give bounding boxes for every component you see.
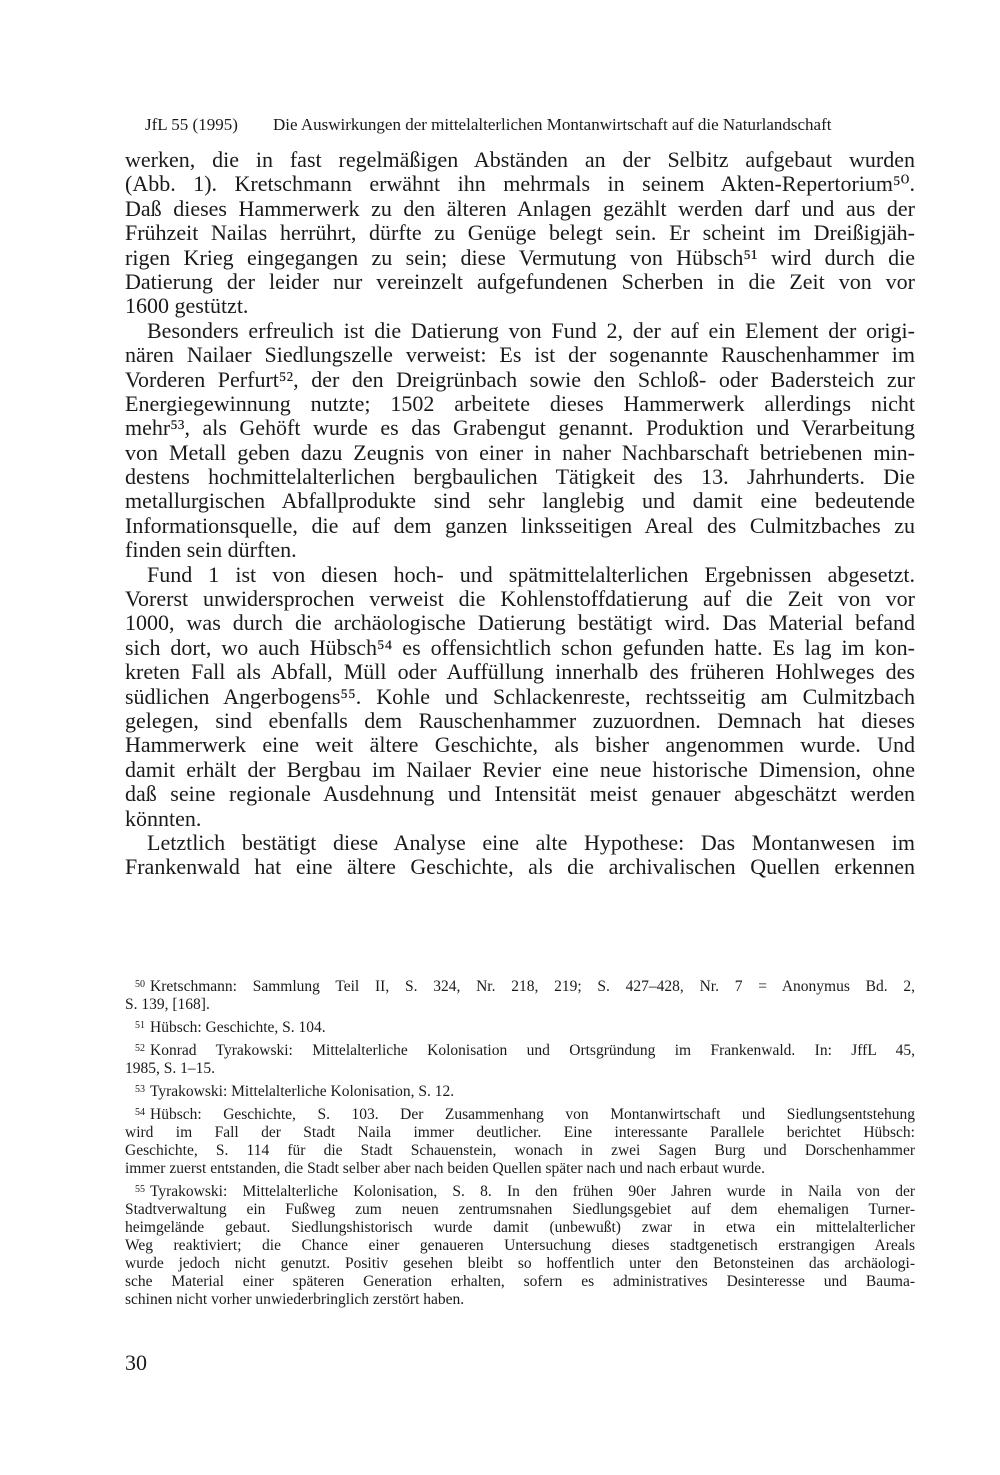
text-line: Fund 1 ist von diesen hoch- und spätmittelalterlichen Ergebnissen abgesetzt. <box>147 561 915 587</box>
text-line: 1600 gestützt. <box>125 293 249 319</box>
text-line: sich dort, wo auch Hübsch⁵⁴ es offensichtlich schon gefunden hatte. Es lag im kon- <box>125 634 915 660</box>
body-text <box>125 148 915 880</box>
footnote-number: 52 <box>135 1043 145 1054</box>
footnote <box>125 1017 915 1037</box>
footnote-text: Kretschmann: Sammlung Teil II, S. 324, Nr. 218, 219; S. 427–428, Nr. 7 = Anonymus Bd. 2, <box>150 978 915 995</box>
footnotes <box>125 976 915 1312</box>
footnote <box>125 976 915 1014</box>
text-line: Besonders erfreulich ist die Datierung von Fund 2, der auf ein Element der origi- <box>147 317 915 343</box>
footnote-text: Tyrakowski: Mittelalterliche Kolonisation, S. 8. In den frühen 90er Jahren wurde in Naila von der <box>150 1183 915 1200</box>
text-line: nären Nailaer Siedlungszelle verweist: Es ist der sogenannte Rauschenhammer im <box>125 342 915 368</box>
text-line: Hammerwerk eine weit ältere Geschichte, als bisher angenommen wurde. Und <box>125 732 915 758</box>
text-line: Daß dieses Hammerwerk zu den älteren Anlagen gezählt werden darf und aus der <box>125 195 915 221</box>
footnote-number: 55 <box>135 1184 145 1195</box>
text-line: damit erhält der Bergbau im Nailaer Revier eine neue historische Dimension, ohne <box>125 756 915 782</box>
footnote-number: 50 <box>135 979 145 990</box>
paragraph <box>125 148 915 319</box>
footnote-number: 53 <box>135 1084 145 1095</box>
footnote <box>125 1040 915 1078</box>
footnote-text: Hübsch: Geschichte, S. 104. <box>150 1019 326 1036</box>
footnote-number: 54 <box>135 1107 145 1118</box>
text-line: Informationsquelle, die auf dem ganzen linksseitigen Areal des Culmitzbaches zu <box>125 512 915 538</box>
text-line: südlichen Angerbogens⁵⁵. Kohle und Schlackenreste, rechtsseitig am Culmitzbach <box>125 683 915 709</box>
text-line: (Abb. 1). Kretschmann erwähnt ihn mehrmals in seinem Akten-Repertorium⁵⁰. <box>125 171 915 197</box>
journal-reference: JfL 55 (1995) <box>145 115 238 134</box>
text-line: mehr⁵³, als Gehöft wurde es das Grabengut genannt. Produktion und Verarbeitung <box>125 415 915 441</box>
text-line: destens hochmittelalterlichen bergbaulichen Tätigkeit des 13. Jahrhunderts. Die <box>125 464 915 490</box>
text-line: gelegen, sind ebenfalls dem Rauschenhammer zuzuordnen. Demnach hat dieses <box>125 707 915 733</box>
text-line: Frankenwald hat eine ältere Geschichte, als die archivalischen Quellen erkennen <box>125 854 915 880</box>
footnote-number: 51 <box>135 1020 145 1031</box>
running-header <box>145 114 925 136</box>
footnote-text: Hübsch: Geschichte, S. 103. Der Zusammenhang von Montanwirtschaft und Siedlungsentstehung <box>150 1106 915 1123</box>
text-line: Vorderen Perfurt⁵², der den Dreigrünbach sowie den Schloß- oder Badersteich zur <box>125 366 915 392</box>
text-line: finden sein dürften. <box>125 537 297 563</box>
paragraph <box>125 319 915 563</box>
footnote-text: Tyrakowski: Mittelalterliche Kolonisation, S. 12. <box>150 1083 455 1100</box>
footnote <box>125 1181 915 1309</box>
footnote-text: Geschichte, S. 114 für die Stadt Schauenstein, wonach in zwei Sagen Burg und Dorschenhammer <box>125 1142 915 1159</box>
text-line: daß seine regionale Ausdehnung und Intensität meist genauer abgeschätzt werden <box>125 781 915 807</box>
footnote-text: wird im Fall der Stadt Naila immer deutlicher. Eine interessante Parallele berichtet Hübsch: <box>125 1124 915 1141</box>
footnote-text: 1985, S. 1–15. <box>125 1060 215 1077</box>
footnote-text: Konrad Tyrakowski: Mittelalterliche Kolonisation und Ortsgründung im Frankenwald. In: JffL 45, <box>150 1042 915 1059</box>
page-number: 30 <box>125 1350 147 1375</box>
text-line: rigen Krieg eingegangen zu sein; diese Vermutung von Hübsch⁵¹ wird durch die <box>125 244 915 270</box>
text-line: Frühzeit Nailas herrührt, dürfte zu Genüge belegt sein. Er scheint im Dreißigjäh- <box>125 220 915 246</box>
text-line: Vorerst unwidersprochen verweist die Kohlenstoffdatierung auf die Zeit von vor <box>125 586 915 612</box>
footnote-text: sche Material einer späteren Generation erhalten, sofern es administratives Desinteresse und Bauma- <box>125 1273 915 1290</box>
text-line: werken, die in fast regelmäßigen Abständen an der Selbitz aufgebaut wurden <box>125 147 915 172</box>
footnote-text: immer zuerst entstanden, die Stadt selber aber nach beiden Quellen später nach und nach erbaut wurde. <box>125 1160 765 1177</box>
footnote <box>125 1081 915 1101</box>
paragraph <box>125 831 915 880</box>
header-title: Die Auswirkungen der mittelalterlichen Montanwirtschaft auf die Naturlandschaft <box>273 115 832 134</box>
text-line: metallurgischen Abfallprodukte sind sehr langlebig und damit eine bedeutende <box>125 488 915 514</box>
footnote-text: Stadtverwaltung ein Fußweg zum neuen zentrumsnahen Siedlungsgebiet auf dem ehemaligen Turner- <box>125 1201 915 1218</box>
footnote-text: S. 139, [168]. <box>125 996 210 1013</box>
text-line: Energiegewinnung nutzte; 1502 arbeitete dieses Hammerwerk allerdings nicht <box>125 390 915 416</box>
footnote-text: schinen nicht vorher unwiederbringlich zerstört haben. <box>125 1291 465 1308</box>
text-line: könnten. <box>125 805 202 831</box>
footnote-text: wurde jedoch nicht genutzt. Positiv gesehen bleibt so hoffentlich unter den Betonsteinen das archäologi- <box>125 1255 915 1272</box>
footnote-text: heimgelände gebaut. Siedlungshistorisch wurde damit (unbewußt) zwar in etwa ein mittelalterlicher <box>125 1219 915 1236</box>
text-line: 1000, was durch die archäologische Datierung bestätigt wird. Das Material befand <box>125 610 915 636</box>
text-line: kreten Fall als Abfall, Müll oder Auffüllung innerhalb des früheren Hohlweges des <box>125 659 915 685</box>
paragraph <box>125 563 915 831</box>
footnote-text: Weg reaktiviert; die Chance einer genaueren Untersuchung dieses stadtgenetisch erstrangigen Areals <box>125 1237 915 1254</box>
text-line: von Metall geben dazu Zeugnis von einer in naher Nachbarschaft betriebenen min- <box>125 439 915 465</box>
footnote <box>125 1104 915 1178</box>
text-line: Letztlich bestätigt diese Analyse eine alte Hypothese: Das Montanwesen im <box>147 829 915 855</box>
text-line: Datierung der leider nur vereinzelt aufgefundenen Scherben in die Zeit von vor <box>125 268 915 294</box>
